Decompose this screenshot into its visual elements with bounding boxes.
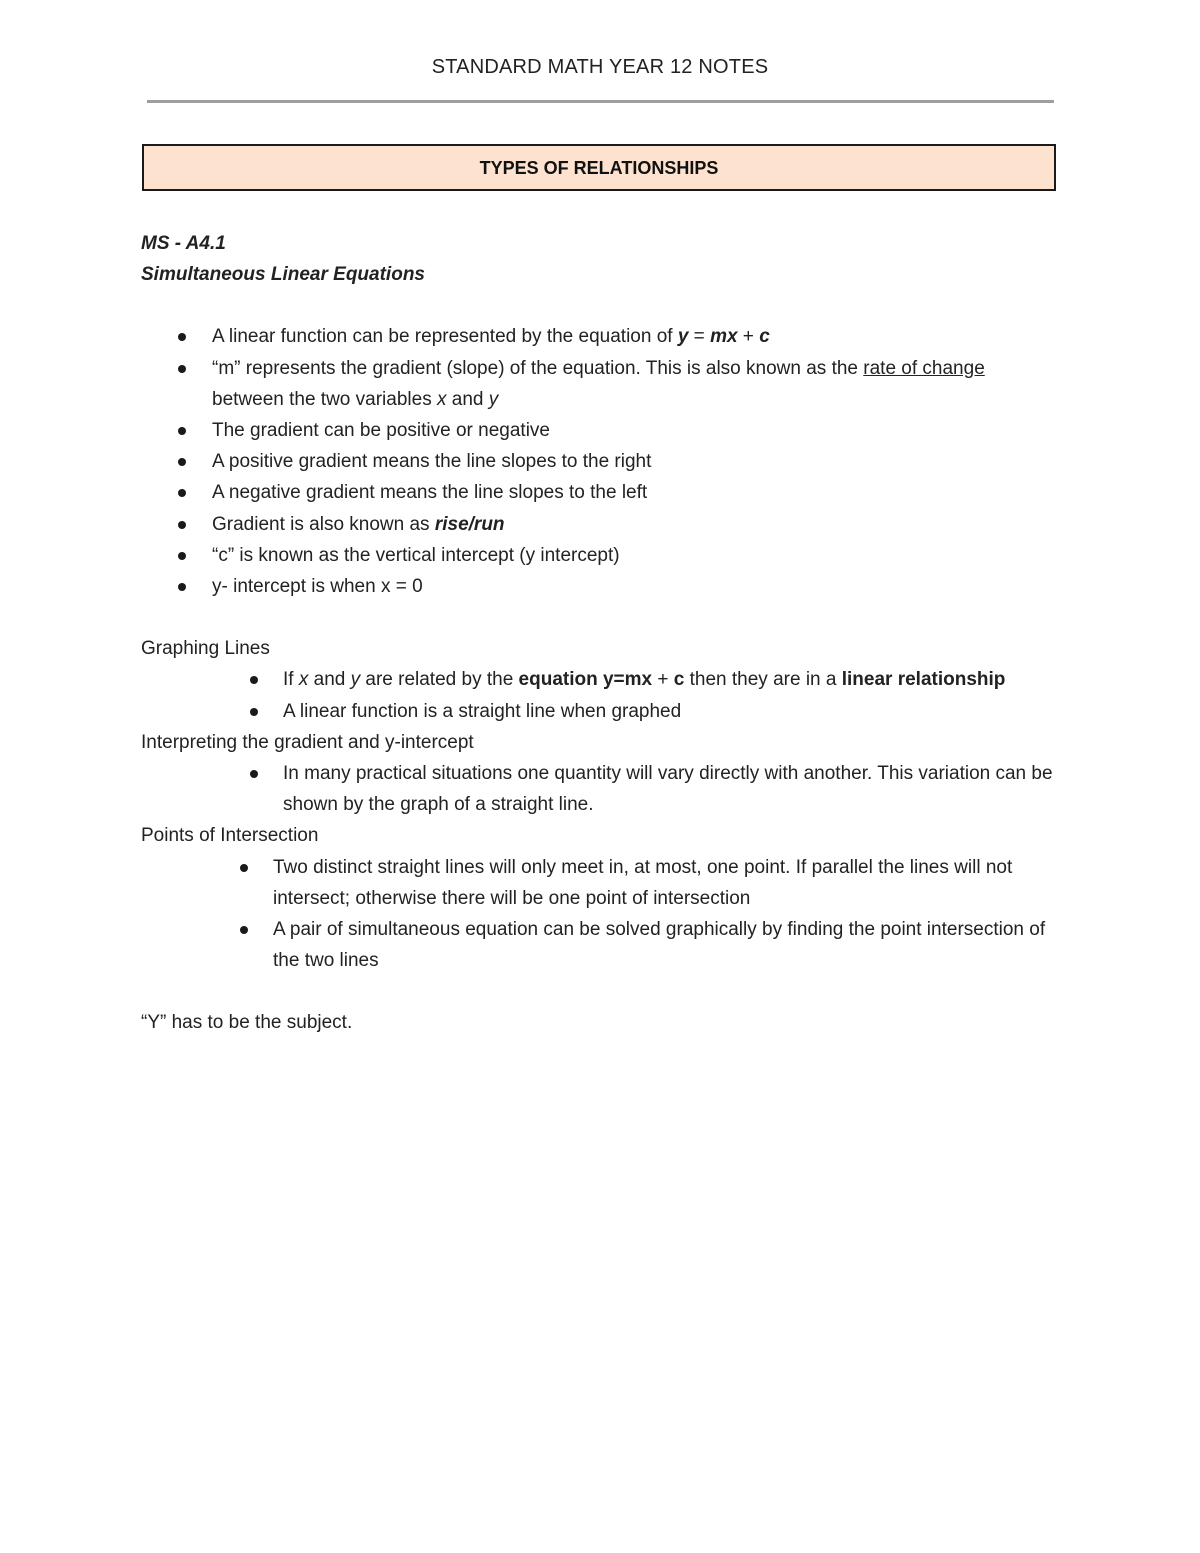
intersection-heading: Points of Intersection — [141, 825, 319, 847]
list-item: Gradient is also known as rise/run — [141, 509, 1061, 540]
interpreting-bullets — [141, 758, 1061, 820]
list-item: A linear function can be represented by the equation of y = mx + c — [141, 321, 1061, 352]
list-item: “m” represents the gradient (slope) of the equation. This is also known as the rate of change between the two variables x and y — [141, 353, 1061, 415]
section-banner-label: TYPES OF RELATIONSHIPS — [479, 158, 719, 178]
list-item: A pair of simultaneous equation can be solved graphically by finding the point intersection of the two lines — [141, 914, 1061, 976]
graphing-lines-heading: Graphing Lines — [141, 638, 270, 660]
list-item: “c” is known as the vertical intercept (y intercept) — [141, 540, 1061, 571]
intersection-bullets — [141, 852, 1061, 977]
interpreting-heading: Interpreting the gradient and y-intercept — [141, 731, 474, 753]
linear-equation-bullets — [141, 321, 1061, 602]
list-item: A linear function is a straight line when graphed — [141, 696, 1061, 727]
topic-subtitle: Simultaneous Linear Equations — [141, 264, 425, 286]
notes-content — [141, 228, 1061, 1039]
graphing-lines-bullets — [141, 664, 1061, 726]
list-item: The gradient can be positive or negative — [141, 415, 1061, 446]
section-banner — [142, 144, 1056, 191]
list-item: Two distinct straight lines will only meet in, at most, one point. If parallel the lines will not intersect; otherwise there will be one point of intersection — [141, 852, 1061, 914]
page-header-title: STANDARD MATH YEAR 12 NOTES — [431, 56, 769, 78]
list-item: A negative gradient means the line slopes to the left — [141, 477, 1061, 508]
list-item: A positive gradient means the line slopes to the right — [141, 446, 1061, 477]
syllabus-code: MS - A4.1 — [141, 233, 226, 254]
header-divider — [147, 100, 1054, 103]
list-item: y- intercept is when x = 0 — [141, 571, 1061, 602]
list-item: In many practical situations one quantity will vary directly with another. This variation can be shown by the graph of a straight line. — [141, 758, 1061, 820]
subject-note: “Y” has to be the subject. — [141, 1012, 353, 1034]
list-item: If x and y are related by the equation y=mx + c then they are in a linear relationship — [141, 664, 1061, 695]
rate-of-change-term: rate of change — [863, 357, 985, 379]
